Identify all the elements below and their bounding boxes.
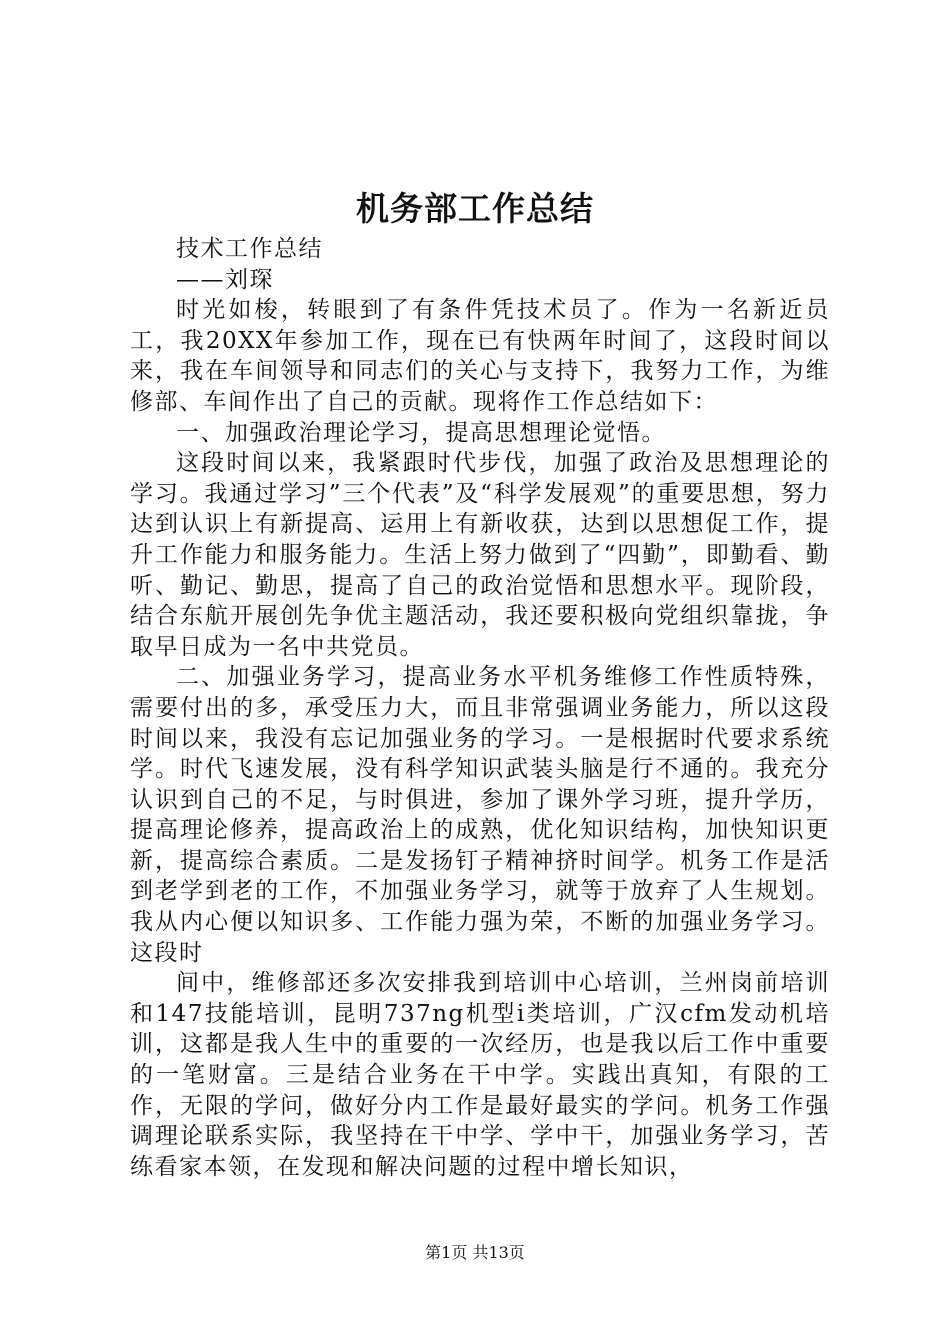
section-heading-1: 一、加强政治理论学习，提高思想理论觉悟。 — [176, 419, 666, 446]
intro-paragraph: 时光如梭，转眼到了有条件凭技术员了。作为一名新近员工，我20XX年参加工作，现在已有快两年时间了，这段时间以来，我在车间领导和同志们的关心与支持下，我努力工作，为维修部、车间作出了自己的贡献。现将作工作总结如下： — [130, 297, 830, 415]
section-1-paragraph: 这段时间以来，我紧跟时代步伐，加强了政治及思想理论的学习。我通过学习”三个代表”及“科学发展观”的重要思想，努力达到认识上有新提高、运用上有新收获，达到以思想促工作，提升工作能力和服务能力。生活上努力做到了“四勤”，即勤看、勤听、勤记、勤思，提高了自己的政治觉悟和思想水平。现阶段，结合东航开展创先争优主题活动，我还要积极向党组织靠拢，争取早日成为一名中共党员。 — [130, 450, 830, 660]
author-line: ——刘琛 — [176, 266, 274, 293]
document-title: 机务部工作总结 — [356, 189, 594, 228]
section-2-paragraph: 二、加强业务学习，提高业务水平机务维修工作性质特殊，需要付出的多，承受压力大，而且非常强调业务能力，所以这段时间以来，我没有忘记加强业务的学习。一是根据时代要求系统学。时代飞速发展，没有科学知识武装头脑是行不通的。我充分认识到自己的不足，与时俱进，参加了课外学习班，提升学历，提高理论修养，提高政治上的成熟，优化知识结构，加快知识更新，提高综合素质。二是发扬钉子精神挤时间学。机务工作是活到老学到老的工作，不加强业务学习，就等于放弃了人生规划。我从内心便以知识多、工作能力强为荣，不断的加强业务学习。这段时 — [130, 664, 830, 966]
page-number-footer: 第1页 共13页 — [425, 1243, 525, 1262]
document-body — [130, 234, 830, 1182]
section-2-continued-paragraph: 间中，维修部还多次安排我到培训中心培训，兰州岗前培训和147技能培训，昆明737ng机型ⅰ类培训，广汉cfm发动机培训，这都是我人生中的重要的一次经历，也是我以后工作中重要的一笔财富。三是结合业务在干中学。实践出真知，有限的工作，无限的学问，做好分内工作是最好最实的学问。机务工作强调理论联系实际，我坚持在干中学、学中干，加强业务学习，苦练看家本领，在发现和解决问题的过程中增长知识， — [130, 970, 830, 1180]
subtitle-paragraph: 技术工作总结 — [176, 236, 323, 262]
